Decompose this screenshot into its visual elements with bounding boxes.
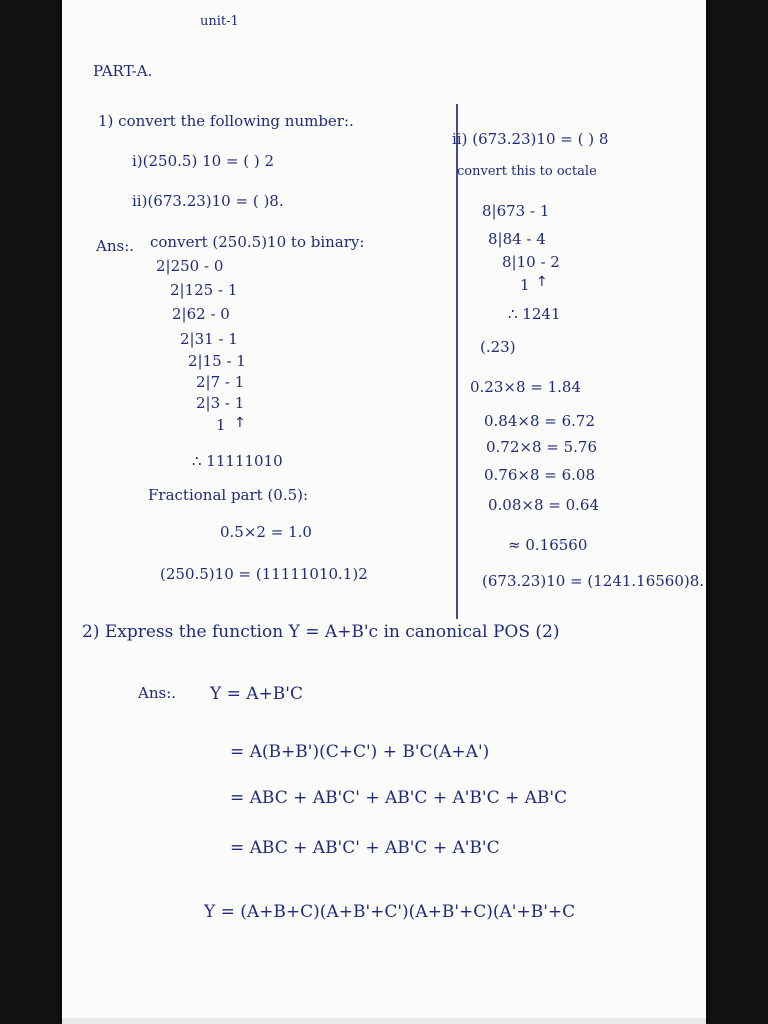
page-bottom-edge: [62, 1018, 706, 1024]
fraction-calc: 0.5×2 = 1.0: [220, 523, 312, 541]
binary-result: ∴ 11111010: [192, 452, 283, 470]
q1-title: 1) convert the following number:.: [98, 112, 354, 130]
div-step: 2|3 - 1: [196, 394, 245, 412]
div-step: 1: [216, 416, 226, 434]
binary-final: (250.5)10 = (11111010.1)2: [160, 565, 368, 583]
octal-result: ∴ 1241: [508, 305, 561, 323]
octal-calc: 0.76×8 = 6.08: [484, 466, 596, 484]
octal-div-step: 8|10 - 2: [502, 253, 560, 271]
q2-line: = ABC + AB'C' + AB'C + A'B'C: [230, 838, 500, 858]
q2-title: 2) Express the function Y = A+B'c in canonical POS (2): [82, 622, 560, 642]
div-step: 2|250 - 0: [156, 257, 224, 275]
q1-part-ii: ii)(673.23)10 = ( )8.: [132, 192, 284, 210]
unit-heading: unit-1: [200, 14, 239, 29]
octal-div-step: 1: [520, 276, 530, 294]
up-arrow-icon: ↑: [234, 415, 246, 431]
div-step: 2|7 - 1: [196, 373, 245, 391]
div-step: 2|125 - 1: [170, 281, 238, 299]
q2-line: = ABC + AB'C' + AB'C + A'B'C + AB'C: [230, 788, 568, 808]
octal-final: (673.23)10 = (1241.16560)8.: [482, 572, 705, 590]
octal-frac-label: (.23): [480, 338, 516, 356]
octal-calc: 0.08×8 = 0.64: [488, 496, 600, 514]
octal-div-step: 8|84 - 4: [488, 230, 546, 248]
div-step: 2|62 - 0: [172, 305, 230, 323]
q1ii-sub: convert this to octale: [457, 164, 597, 179]
q1-ans-text: convert (250.5)10 to binary:: [150, 233, 365, 251]
div-step: 2|31 - 1: [180, 330, 238, 348]
q2-line: Y = A+B'C: [210, 684, 303, 704]
q1-part-i: i)(250.5) 10 = ( ) 2: [132, 152, 275, 170]
q1ii-header: ii) (673.23)10 = ( ) 8: [452, 130, 609, 148]
up-arrow-icon: ↑: [536, 274, 548, 290]
octal-calc: 0.84×8 = 6.72: [484, 412, 596, 430]
octal-div-step: 8|673 - 1: [482, 202, 550, 220]
octal-calc: 0.72×8 = 5.76: [486, 438, 598, 456]
part-heading: PART-A.: [93, 62, 153, 80]
q2-line: = A(B+B')(C+C') + B'C(A+A'): [230, 742, 490, 762]
div-step: 2|15 - 1: [188, 352, 246, 370]
q1-ans-label: Ans:.: [96, 237, 135, 255]
octal-calc: 0.23×8 = 1.84: [470, 378, 582, 396]
q2-line: Y = (A+B+C)(A+B'+C')(A+B'+C)(A'+B'+C: [204, 902, 576, 922]
octal-approx: ≈ 0.16560: [508, 536, 588, 554]
fraction-label: Fractional part (0.5):: [148, 486, 309, 504]
q2-ans-label: Ans:.: [138, 684, 177, 702]
column-divider: [456, 104, 458, 619]
